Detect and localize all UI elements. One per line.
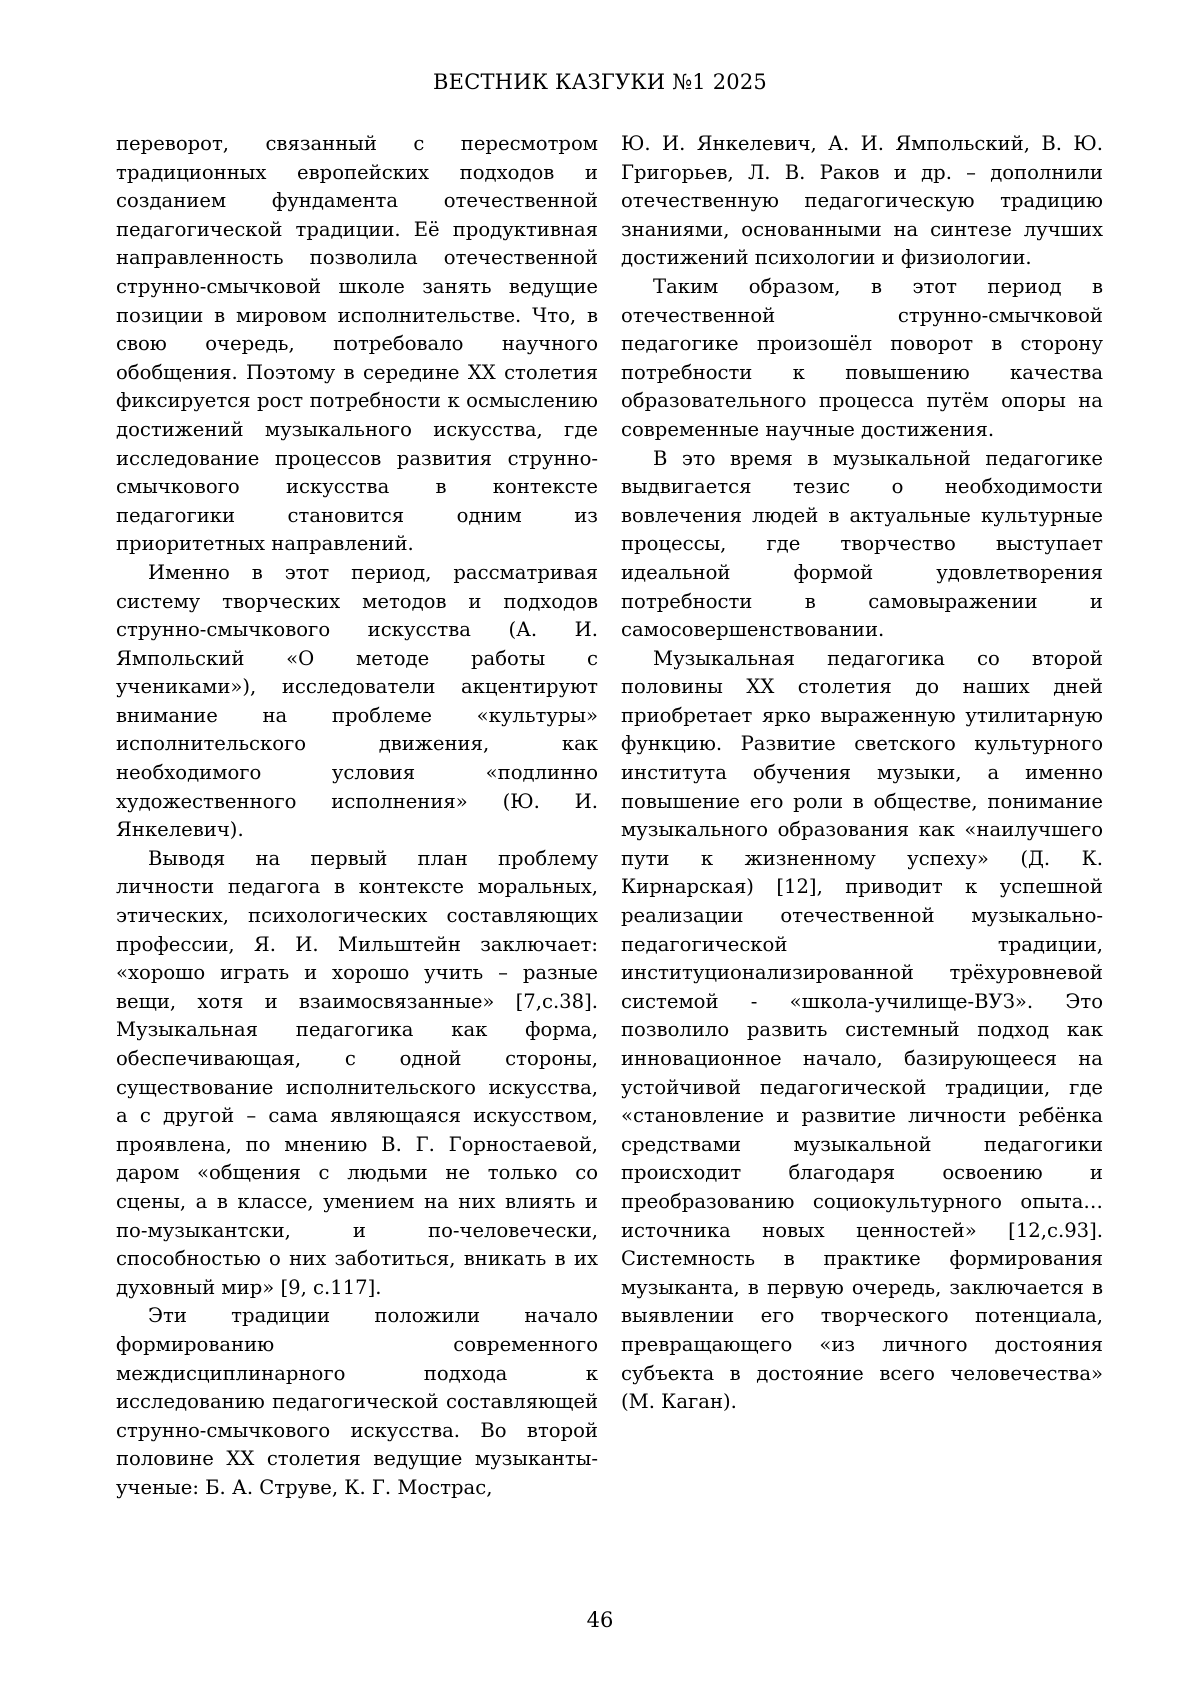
page-number: 46 bbox=[586, 1608, 614, 1632]
paragraph: Выводя на первый план проблему личности педагога в контексте моральных, этических, психологических составляющих профессии, Я. И. Мильштейн заключает: «хорошо играть и хорошо учить – разные вещи, хотя и взаимосвязанные» [7,с.38]. Музыкальная педагогика как форма, обеспечивающая, с одной стороны, существование исполнительского искусства, а с другой – сама являющаяся искусством, проявлена, по мнению В. Г. Горностаевой, даром «общения с людьми не только со сцены, а в классе, умением на них влиять и по-музыкантски, и по-человечески, способностью о них заботиться, вникать в их духовный мир» [9, с.117]. bbox=[116, 846, 598, 1299]
paragraph: Именно в этот период, рассматривая систему творческих методов и подходов струнно-смычкового искусства (А. И. Ямпольский «О методе работы с учениками»), исследователи акцентируют внимание на проблеме «культуры» исполнительского движения, как необходимого условия «подлинно художественного исполнения» (Ю. И. Янкелевич). bbox=[116, 560, 598, 842]
paragraph: Таким образом, в этот период в отечественной струнно-смычковой педагогике произошёл поворот в сторону потребности к повышению качества образовательного процесса путём опоры на современные научные достижения. bbox=[621, 274, 1103, 441]
right-column bbox=[621, 130, 1103, 1417]
paragraph: переворот, связанный с пересмотром традиционных европейских подходов и созданием фундамента отечественной педагогической традиции. Её продуктивная направленность позволила отечественной струнно-смычковой школе занять ведущие позиции в мировом исполнительстве. Что, в свою очередь, потребовало научного обобщения. Поэтому в середине XX столетия фиксируется рост потребности к осмыслению достижений музыкального искусства, где исследование процессов развития струнно-смычкового искусства в контексте педагогики становится одним из приоритетных направлений. bbox=[116, 132, 598, 556]
paragraph: Эти традиции положили начало формированию современного междисциплинарного подхода к исследованию педагогической составляющей струнно-смычкового искусства. Во второй половине XX столетия ведущие музыканты-ученые: Б. А. Струве, К. Г. Мострас, bbox=[116, 1304, 598, 1499]
journal-header: ВЕСТНИК КАЗГУКИ №1 2025 bbox=[433, 70, 767, 94]
left-column bbox=[116, 130, 598, 1503]
paragraph: В это время в музыкальной педагогике выдвигается тезис о необходимости вовлечения людей в актуальные культурные процессы, где творчество выступает идеальной формой удовлетворения потребности в самовыражении и самосовершенствовании. bbox=[621, 446, 1103, 642]
paragraph: Музыкальная педагогика со второй половины XX столетия до наших дней приобретает ярко выраженную утилитарную функцию. Развитие светского культурного института обучения музыки, а именно повышение его роли в обществе, понимание музыкального образования как «наилучшего пути к жизненному успеху» (Д. К. Кирнарская) [12], приводит к успешной реализации отечественной музыкально-педагогической традиции, институционализированной трёхуровневой системой - «школа-училище-ВУЗ». Это позволило развить системный подход как инновационное начало, базирующееся на устойчивой педагогической традиции, где «становление и развитие личности ребёнка средствами музыкальной педагогики происходит благодаря освоению и преобразованию социокультурного опыта…источника новых ценностей» [12,с.93]. Системность в практике формирования музыканта, в первую очередь, заключается в выявлении его творческого потенциала, превращающего «из личного достояния субъекта в достояние всего человечества» (М. Каган). bbox=[621, 646, 1103, 1414]
paragraph: Ю. И. Янкелевич, А. И. Ямпольский, В. Ю. Григорьев, Л. В. Раков и др. – дополнили отечественную педагогическую традицию знаниями, основанными на синтезе лучших достижений психологии и физиологии. bbox=[621, 132, 1103, 270]
